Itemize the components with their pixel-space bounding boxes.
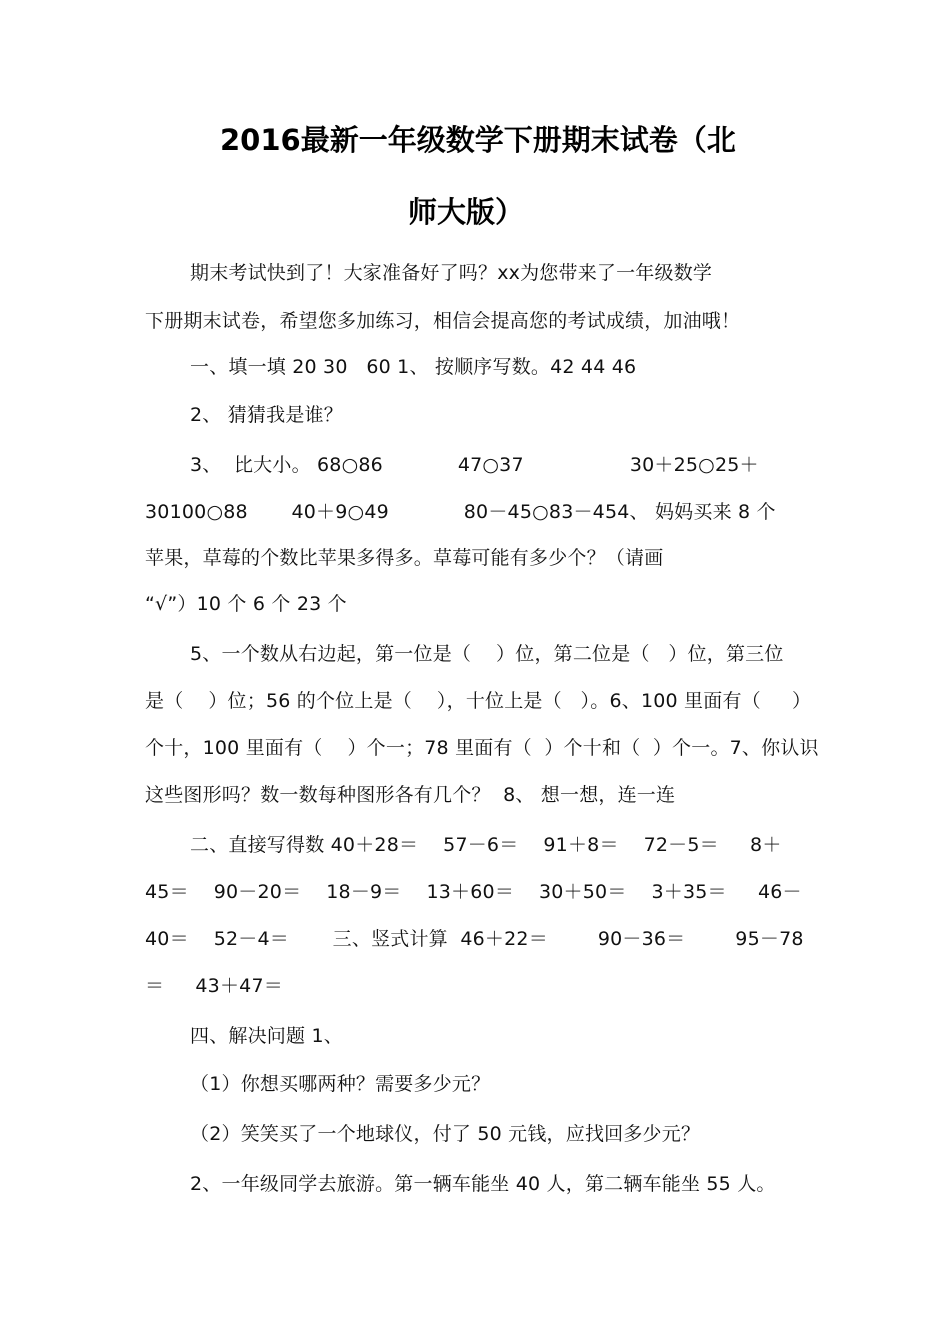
section-1-heading: 一、填一填 20 30 60 1、 按顺序写数。42 44 46 bbox=[190, 356, 637, 378]
question-4-line-1: 苹果，草莓的个数比苹果多得多。草莓可能有多少个？（请画 bbox=[145, 547, 664, 569]
question-2: 2、 猜猜我是谁？ bbox=[190, 404, 343, 426]
question-5-line-2: 是（ ）位；56 的个位上是（ ），十位上是（ ）。6、100 里面有（ ） bbox=[145, 690, 812, 712]
question-3-line-1: 3、 比大小。 68○86 47○37 30＋25○25＋ bbox=[190, 454, 759, 476]
question-7-line: 这些图形吗？数一数每种图形各有几个？ 8、 想一想，连一连 bbox=[145, 784, 676, 806]
question-5-line-1: 5、一个数从右边起，第一位是（ ）位，第二位是（ ）位，第三位 bbox=[190, 643, 784, 665]
intro-line-1: 期末考试快到了！大家准备好了吗？xx为您带来了一年级数学 bbox=[190, 262, 713, 284]
section-2-line-1: 二、直接写得数 40＋28＝ 57－6＝ 91＋8＝ 72－5＝ 8＋ bbox=[190, 834, 782, 856]
intro-line-2: 下册期末试卷，希望您多加练习，相信会提高您的考试成绩，加油哦！ bbox=[145, 310, 741, 332]
question-6-line: 个十，100 里面有（ ）个一；78 里面有（ ）个十和（ ）个一。7、你认识 bbox=[145, 737, 819, 759]
section-2-line-2: 45＝ 90－20＝ 18－9＝ 13＋60＝ 30＋50＝ 3＋35＝ 46－ bbox=[145, 881, 802, 903]
problem-1-part-2: （2）笑笑买了一个地球仪，付了 50 元钱，应找回多少元？ bbox=[190, 1123, 701, 1145]
problem-1-part-1: （1）你想买哪两种？需要多少元？ bbox=[190, 1073, 491, 1095]
section-4-heading: 四、解决问题 1、 bbox=[190, 1025, 343, 1047]
problem-2-line: 2、一年级同学去旅游。第一辆车能坐 40 人，第二辆车能坐 55 人。 bbox=[190, 1173, 776, 1195]
question-3-line-2: 30100○88 40＋9○49 80－45○83－454、 妈妈买来 8 个 bbox=[145, 501, 776, 523]
section-2-line-3: 40＝ 52－4＝ 三、竖式计算 46＋22＝ 90－36＝ 95－78 bbox=[145, 928, 804, 950]
question-4-line-2: “√”）10 个 6 个 23 个 bbox=[145, 593, 347, 615]
document-title-line-2: 师大版） bbox=[408, 195, 525, 229]
document-title-line-1: 2016最新一年级数学下册期末试卷（北 bbox=[220, 123, 736, 157]
section-3-line: ＝ 43＋47＝ bbox=[145, 975, 283, 997]
